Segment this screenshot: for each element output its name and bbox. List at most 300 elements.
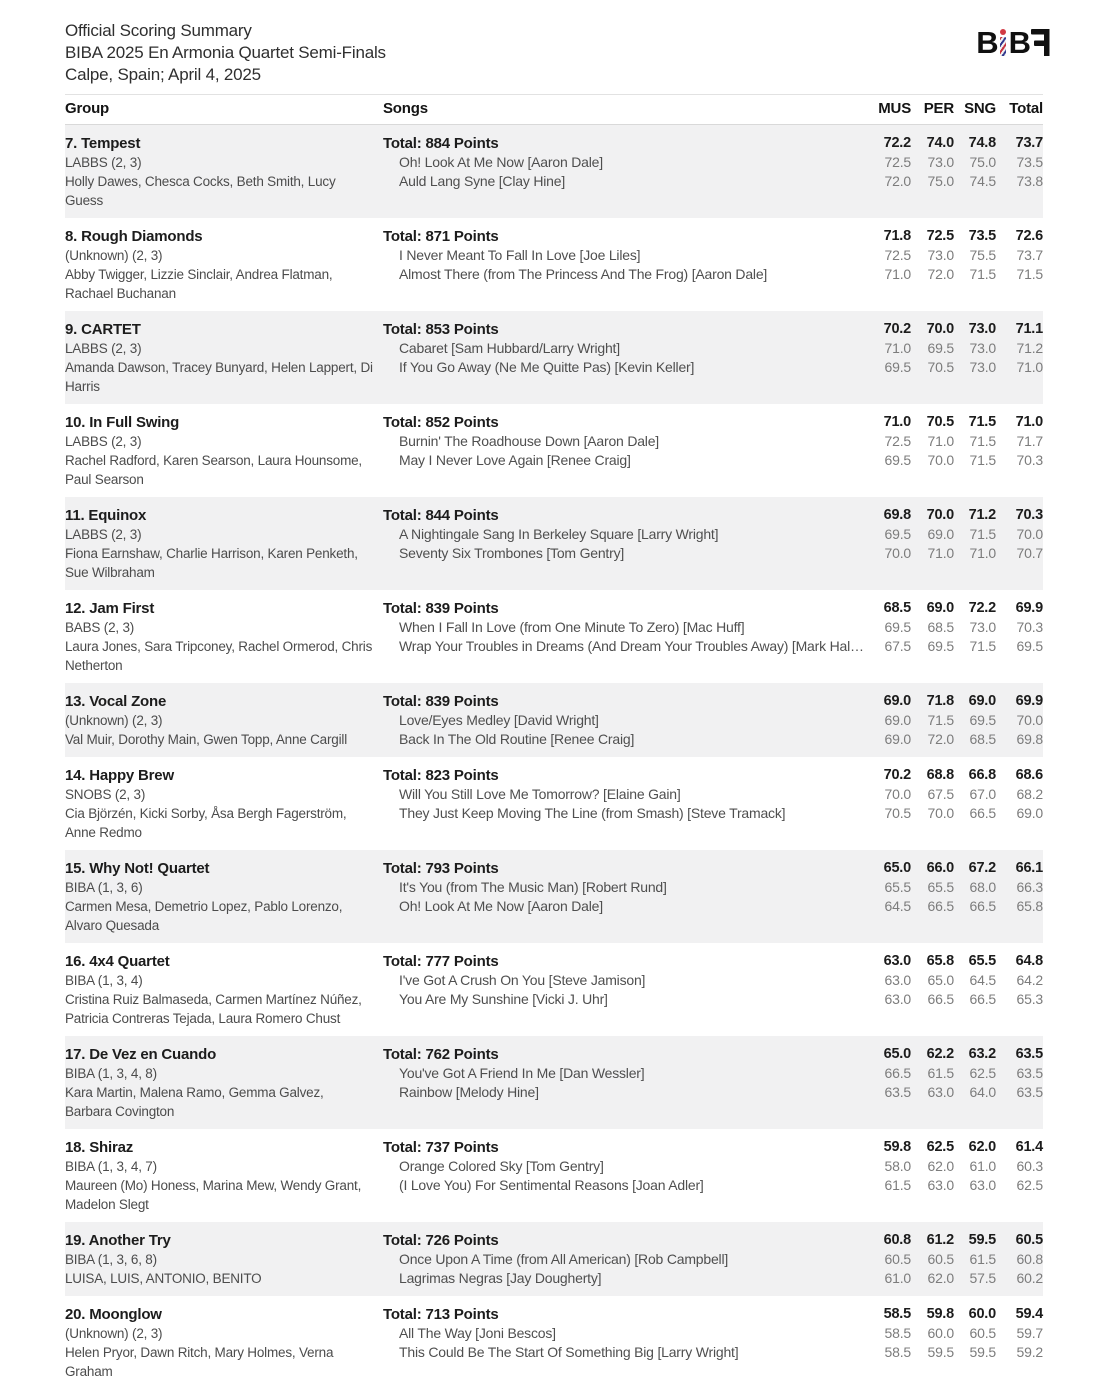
song-score: 75.0 [927, 173, 954, 189]
score-col-sng [954, 413, 996, 489]
group-rank-name: 14. Happy Brew [65, 767, 174, 784]
score-col-mus [863, 692, 911, 749]
category-total-score: 59.8 [926, 1306, 954, 1322]
song-score: 72.0 [927, 731, 954, 747]
song-score: 58.5 [884, 1325, 911, 1341]
total-points-label: Total: 726 Points [383, 1232, 499, 1249]
score-col-per [911, 1305, 954, 1381]
total-points-label: Total: 852 Points [383, 414, 499, 431]
category-total-score: 74.8 [968, 135, 996, 151]
song-score: 73.0 [927, 247, 954, 263]
group-rank-name: 18. Shiraz [65, 1139, 134, 1156]
song-score: 62.5 [969, 1065, 996, 1081]
song-score: 73.0 [969, 619, 996, 635]
song-title: Rainbow [Melody Hine] [399, 1084, 539, 1100]
group-organization: BIBA (1, 3, 4, 7) [65, 1159, 157, 1174]
table-row [65, 757, 1043, 850]
group-members: Helen Pryor, Dawn Ritch, Mary Holmes, Verna Graham [65, 1345, 334, 1379]
song-title: Cabaret [Sam Hubbard/Larry Wright] [399, 340, 620, 356]
category-total-score: 70.3 [1015, 507, 1043, 523]
song-score: 69.0 [884, 731, 911, 747]
category-total-score: 69.9 [1015, 693, 1043, 709]
group-organization: BABS (2, 3) [65, 620, 135, 635]
score-col-per [911, 1045, 954, 1121]
score-col-sng [954, 320, 996, 396]
total-points-label: Total: 737 Points [383, 1139, 499, 1156]
song-score: 68.2 [1016, 786, 1043, 802]
song-score: 71.5 [1016, 266, 1043, 282]
group-organization: BIBA (1, 3, 6, 8) [65, 1252, 157, 1267]
category-total-score: 69.0 [968, 693, 996, 709]
group-members: Cia Björzén, Kicki Sorby, Åsa Bergh Fagerström, Anne Redmo [65, 806, 347, 840]
score-col-mus [863, 1138, 911, 1214]
song-score: 69.5 [1016, 638, 1043, 654]
contest-subtitle: BIBA 2025 En Armonia Quartet Semi-Finals [65, 43, 386, 62]
score-col-mus [863, 952, 911, 1028]
group-members: Abby Twigger, Lizzie Sinclair, Andrea Flatman, Rachael Buchanan [65, 267, 333, 301]
song-score: 70.5 [927, 359, 954, 375]
song-score: 69.5 [884, 359, 911, 375]
score-col-per [911, 1231, 954, 1288]
score-col-sng [954, 1045, 996, 1121]
group-cell [65, 599, 383, 675]
table-row [65, 1129, 1043, 1222]
song-score: 63.0 [927, 1177, 954, 1193]
group-members: Laura Jones, Sara Tripconey, Rachel Ormerod, Chris Netherton [65, 639, 373, 673]
song-score: 59.5 [969, 1344, 996, 1360]
song-score: 73.7 [1016, 247, 1043, 263]
score-col-total [996, 599, 1043, 675]
song-title: Orange Colored Sky [Tom Gentry] [399, 1158, 604, 1174]
song-score: 61.5 [927, 1065, 954, 1081]
score-col-sng [954, 1305, 996, 1381]
score-col-total [996, 227, 1043, 303]
song-score: 69.0 [884, 712, 911, 728]
group-rank-name: 19. Another Try [65, 1232, 171, 1249]
group-cell [65, 320, 383, 396]
song-score: 60.5 [927, 1251, 954, 1267]
group-members: Rachel Radford, Karen Searson, Laura Hounsome, Paul Searson [65, 453, 362, 487]
category-total-score: 59.5 [968, 1232, 996, 1248]
songs-cell [383, 1305, 863, 1381]
song-score: 66.3 [1016, 879, 1043, 895]
table-header-row [65, 94, 1043, 125]
song-score: 61.0 [969, 1158, 996, 1174]
total-points-label: Total: 871 Points [383, 228, 499, 245]
song-score: 62.0 [927, 1270, 954, 1286]
category-total-score: 72.2 [968, 600, 996, 616]
score-table-body [65, 125, 1043, 1389]
song-score: 67.5 [927, 786, 954, 802]
category-total-score: 66.1 [1015, 860, 1043, 876]
song-score: 67.0 [969, 786, 996, 802]
category-total-score: 71.1 [1015, 321, 1043, 337]
barber-pole-icon [1000, 29, 1007, 56]
song-score: 64.5 [969, 972, 996, 988]
group-members: Amanda Dawson, Tracey Bunyard, Helen Lappert, Di Harris [65, 360, 373, 394]
category-total-score: 58.5 [883, 1306, 911, 1322]
group-organization: BIBA (1, 3, 4, 8) [65, 1066, 157, 1081]
category-total-score: 62.2 [926, 1046, 954, 1062]
song-score: 59.5 [927, 1344, 954, 1360]
song-score: 65.3 [1016, 991, 1043, 1007]
group-members: Kara Martin, Malena Ramo, Gemma Galvez, Barbara Covington [65, 1085, 324, 1119]
category-total-score: 60.8 [883, 1232, 911, 1248]
category-total-score: 60.5 [1015, 1232, 1043, 1248]
group-organization: LABBS (2, 3) [65, 155, 142, 170]
category-total-score: 73.5 [968, 228, 996, 244]
score-col-sng [954, 506, 996, 582]
song-score: 71.5 [969, 526, 996, 542]
group-cell [65, 1138, 383, 1214]
song-title: Love/Eyes Medley [David Wright] [399, 712, 599, 728]
table-row [65, 1222, 1043, 1296]
score-col-sng [954, 134, 996, 210]
score-col-total [996, 1305, 1043, 1381]
page-title: Official Scoring Summary [65, 21, 252, 40]
total-points-label: Total: 762 Points [383, 1046, 499, 1063]
category-total-score: 72.2 [883, 135, 911, 151]
songs-cell [383, 766, 863, 842]
song-score: 66.5 [884, 1065, 911, 1081]
song-score: 62.0 [927, 1158, 954, 1174]
song-score: 71.0 [969, 545, 996, 561]
location-date: Calpe, Spain; April 4, 2025 [65, 65, 261, 84]
song-score: 63.0 [884, 991, 911, 1007]
category-total-score: 71.0 [1015, 414, 1043, 430]
song-score: 69.5 [969, 712, 996, 728]
score-col-mus [863, 413, 911, 489]
score-col-mus [863, 1231, 911, 1288]
songs-cell [383, 859, 863, 935]
song-title: (I Love You) For Sentimental Reasons [Joan Adler] [399, 1177, 704, 1193]
total-points-label: Total: 853 Points [383, 321, 499, 338]
document-header [65, 20, 1052, 86]
song-score: 63.5 [884, 1084, 911, 1100]
song-score: 70.3 [1016, 619, 1043, 635]
category-total-score: 63.0 [883, 953, 911, 969]
table-row [65, 850, 1043, 943]
song-score: 67.5 [884, 638, 911, 654]
score-col-total [996, 692, 1043, 749]
score-col-per [911, 413, 954, 489]
group-organization: (Unknown) (2, 3) [65, 248, 163, 263]
song-score: 73.0 [927, 154, 954, 170]
category-total-score: 70.2 [883, 321, 911, 337]
category-total-score: 70.0 [926, 321, 954, 337]
category-total-score: 74.0 [926, 135, 954, 151]
score-col-mus [863, 766, 911, 842]
song-score: 61.5 [969, 1251, 996, 1267]
category-total-score: 69.0 [926, 600, 954, 616]
logo-letter-b2: B [1008, 25, 1030, 60]
category-total-score: 61.2 [926, 1232, 954, 1248]
song-score: 72.0 [927, 266, 954, 282]
song-score: 69.0 [927, 526, 954, 542]
group-organization: LABBS (2, 3) [65, 527, 142, 542]
song-score: 69.5 [884, 452, 911, 468]
group-organization: (Unknown) (2, 3) [65, 1326, 163, 1341]
song-score: 59.2 [1016, 1344, 1043, 1360]
score-col-per [911, 766, 954, 842]
total-points-label: Total: 777 Points [383, 953, 499, 970]
category-total-score: 67.2 [968, 860, 996, 876]
song-score: 68.0 [969, 879, 996, 895]
score-table [65, 94, 1043, 1389]
song-title: Wrap Your Troubles in Dreams (And Dream Your Troubles Away) [Mark Hal… [399, 638, 864, 654]
song-score: 59.7 [1016, 1325, 1043, 1341]
category-total-score: 70.0 [926, 507, 954, 523]
song-score: 72.5 [884, 154, 911, 170]
song-score: 71.0 [927, 433, 954, 449]
group-cell [65, 227, 383, 303]
songs-cell [383, 692, 863, 749]
total-points-label: Total: 823 Points [383, 767, 499, 784]
score-col-total [996, 320, 1043, 396]
column-header-per: PER [923, 100, 954, 117]
table-row [65, 943, 1043, 1036]
group-organization: (Unknown) (2, 3) [65, 713, 163, 728]
table-row [65, 497, 1043, 590]
category-total-score: 68.5 [883, 600, 911, 616]
song-title: Once Upon A Time (from All American) [Rob Campbell] [399, 1251, 729, 1267]
song-score: 71.0 [884, 340, 911, 356]
category-total-score: 69.8 [883, 507, 911, 523]
song-score: 71.5 [969, 638, 996, 654]
group-cell [65, 1231, 383, 1288]
score-col-per [911, 599, 954, 675]
category-total-score: 64.8 [1015, 953, 1043, 969]
score-col-total [996, 134, 1043, 210]
column-header-songs: Songs [383, 100, 428, 117]
group-members: Val Muir, Dorothy Main, Gwen Topp, Anne Cargill [65, 732, 347, 747]
group-cell [65, 506, 383, 582]
score-col-mus [863, 859, 911, 935]
score-col-per [911, 692, 954, 749]
category-total-score: 70.2 [883, 767, 911, 783]
group-organization: LABBS (2, 3) [65, 434, 142, 449]
table-row [65, 1036, 1043, 1129]
category-total-score: 65.0 [883, 860, 911, 876]
song-score: 70.5 [884, 805, 911, 821]
song-score: 60.0 [927, 1325, 954, 1341]
song-score: 69.0 [1016, 805, 1043, 821]
table-row [65, 683, 1043, 757]
song-score: 60.5 [884, 1251, 911, 1267]
score-col-per [911, 134, 954, 210]
song-score: 69.8 [1016, 731, 1043, 747]
song-score: 60.5 [969, 1325, 996, 1341]
group-rank-name: 10. In Full Swing [65, 414, 180, 431]
song-score: 74.5 [969, 173, 996, 189]
songs-cell [383, 1138, 863, 1214]
song-score: 64.0 [969, 1084, 996, 1100]
group-rank-name: 8. Rough Diamonds [65, 228, 203, 245]
group-rank-name: 7. Tempest [65, 135, 141, 152]
category-total-score: 68.6 [1015, 767, 1043, 783]
group-members: Cristina Ruiz Balmaseda, Carmen Martínez Núñez, Patricia Contreras Tejada, Laura Romero Chust [65, 992, 362, 1026]
group-cell [65, 692, 383, 749]
song-title: Burnin' The Roadhouse Down [Aaron Dale] [399, 433, 659, 449]
song-title: You've Got A Friend In Me [Dan Wessler] [399, 1065, 645, 1081]
score-col-total [996, 859, 1043, 935]
song-score: 73.0 [969, 340, 996, 356]
score-col-sng [954, 692, 996, 749]
songs-cell [383, 134, 863, 210]
song-score: 69.5 [884, 619, 911, 635]
score-col-mus [863, 599, 911, 675]
song-score: 70.0 [927, 805, 954, 821]
category-total-score: 71.8 [926, 693, 954, 709]
song-score: 63.0 [884, 972, 911, 988]
song-score: 65.8 [1016, 898, 1043, 914]
group-rank-name: 17. De Vez en Cuando [65, 1046, 217, 1063]
score-col-mus [863, 134, 911, 210]
total-points-label: Total: 713 Points [383, 1306, 499, 1323]
song-score: 60.2 [1016, 1270, 1043, 1286]
song-score: 64.5 [884, 898, 911, 914]
song-score: 73.5 [1016, 154, 1043, 170]
song-title: They Just Keep Moving The Line (from Smash) [Steve Tramack] [399, 805, 786, 821]
table-row [65, 311, 1043, 404]
song-score: 66.5 [969, 805, 996, 821]
category-total-score: 68.8 [926, 767, 954, 783]
score-col-sng [954, 766, 996, 842]
song-title: This Could Be The Start Of Something Big [Larry Wright] [399, 1344, 739, 1360]
song-title: You Are My Sunshine [Vicki J. Uhr] [399, 991, 608, 1007]
score-col-sng [954, 1138, 996, 1214]
song-score: 70.3 [1016, 452, 1043, 468]
song-score: 63.5 [1016, 1084, 1043, 1100]
song-score: 68.5 [969, 731, 996, 747]
score-col-sng [954, 859, 996, 935]
song-score: 61.0 [884, 1270, 911, 1286]
score-col-sng [954, 599, 996, 675]
song-title: Will You Still Love Me Tomorrow? [Elaine Gain] [399, 786, 681, 802]
score-col-sng [954, 1231, 996, 1288]
song-score: 73.8 [1016, 173, 1043, 189]
category-total-score: 71.2 [968, 507, 996, 523]
category-total-score: 69.9 [1015, 600, 1043, 616]
score-col-per [911, 859, 954, 935]
score-col-total [996, 413, 1043, 489]
group-cell [65, 859, 383, 935]
score-col-sng [954, 952, 996, 1028]
group-members: Maureen (Mo) Honess, Marina Mew, Wendy Grant, Madelon Slegt [65, 1178, 362, 1212]
song-title: Back In The Old Routine [Renee Craig] [399, 731, 635, 747]
category-total-score: 66.8 [968, 767, 996, 783]
song-title: All The Way [Joni Bescos] [399, 1325, 556, 1341]
group-cell [65, 952, 383, 1028]
score-col-mus [863, 227, 911, 303]
category-total-score: 61.4 [1015, 1139, 1043, 1155]
song-score: 60.8 [1016, 1251, 1043, 1267]
song-score: 64.2 [1016, 972, 1043, 988]
category-total-score: 63.2 [968, 1046, 996, 1062]
category-total-score: 59.4 [1015, 1306, 1043, 1322]
songs-cell [383, 227, 863, 303]
barber-pole-dot [1000, 29, 1006, 35]
score-col-sng [954, 227, 996, 303]
column-header-sng: SNG [964, 100, 996, 117]
category-total-score: 71.8 [883, 228, 911, 244]
category-total-score: 71.0 [883, 414, 911, 430]
song-title: May I Never Love Again [Renee Craig] [399, 452, 631, 468]
song-score: 60.3 [1016, 1158, 1043, 1174]
group-cell [65, 766, 383, 842]
barber-pole-stem [1000, 37, 1006, 56]
group-organization: BIBA (1, 3, 4) [65, 973, 143, 988]
category-total-score: 62.0 [968, 1139, 996, 1155]
category-total-score: 59.8 [883, 1139, 911, 1155]
song-score: 66.5 [927, 898, 954, 914]
category-total-score: 62.5 [926, 1139, 954, 1155]
song-score: 73.0 [969, 359, 996, 375]
group-rank-name: 12. Jam First [65, 600, 155, 617]
category-total-score: 72.6 [1015, 228, 1043, 244]
total-points-label: Total: 839 Points [383, 693, 499, 710]
song-score: 63.0 [927, 1084, 954, 1100]
songs-cell [383, 1045, 863, 1121]
score-col-per [911, 227, 954, 303]
category-total-score: 66.0 [926, 860, 954, 876]
song-score: 63.5 [1016, 1065, 1043, 1081]
group-organization: LABBS (2, 3) [65, 341, 142, 356]
category-total-score: 65.8 [926, 953, 954, 969]
group-rank-name: 13. Vocal Zone [65, 693, 167, 710]
song-score: 70.0 [884, 545, 911, 561]
group-rank-name: 11. Equinox [65, 507, 147, 524]
group-members: LUISA, LUIS, ANTONIO, BENITO [65, 1271, 262, 1286]
songs-cell [383, 1231, 863, 1288]
total-points-label: Total: 793 Points [383, 860, 499, 877]
song-title: I've Got A Crush On You [Steve Jamison] [399, 972, 646, 988]
songs-cell [383, 413, 863, 489]
song-title: Almost There (from The Princess And The Frog) [Aaron Dale] [399, 266, 768, 282]
song-score: 58.0 [884, 1158, 911, 1174]
column-header-mus: MUS [878, 100, 911, 117]
category-total-score: 71.5 [968, 414, 996, 430]
songs-cell [383, 320, 863, 396]
column-header-group: Group [65, 100, 109, 117]
group-rank-name: 16. 4x4 Quartet [65, 953, 170, 970]
category-total-score: 60.0 [968, 1306, 996, 1322]
song-title: Lagrimas Negras [Jay Dougherty] [399, 1270, 602, 1286]
song-score: 72.0 [884, 173, 911, 189]
song-score: 71.2 [1016, 340, 1043, 356]
table-row [65, 218, 1043, 311]
song-score: 66.5 [969, 991, 996, 1007]
score-col-mus [863, 506, 911, 582]
table-row [65, 590, 1043, 683]
group-members: Holly Dawes, Chesca Cocks, Beth Smith, Lucy Guess [65, 174, 336, 208]
songs-cell [383, 506, 863, 582]
score-col-mus [863, 1305, 911, 1381]
score-col-mus [863, 1045, 911, 1121]
group-members: Carmen Mesa, Demetrio Lopez, Pablo Lorenzo, Alvaro Quesada [65, 899, 343, 933]
song-score: 62.5 [1016, 1177, 1043, 1193]
song-title: It's You (from The Music Man) [Robert Rund] [399, 879, 667, 895]
song-score: 65.5 [884, 879, 911, 895]
group-members: Fiona Earnshaw, Charlie Harrison, Karen Penketh, Sue Wilbraham [65, 546, 358, 580]
song-score: 63.0 [969, 1177, 996, 1193]
category-total-score: 65.5 [968, 953, 996, 969]
table-row [65, 404, 1043, 497]
group-cell [65, 134, 383, 210]
total-points-label: Total: 839 Points [383, 600, 499, 617]
song-score: 71.5 [969, 433, 996, 449]
song-score: 71.5 [927, 712, 954, 728]
